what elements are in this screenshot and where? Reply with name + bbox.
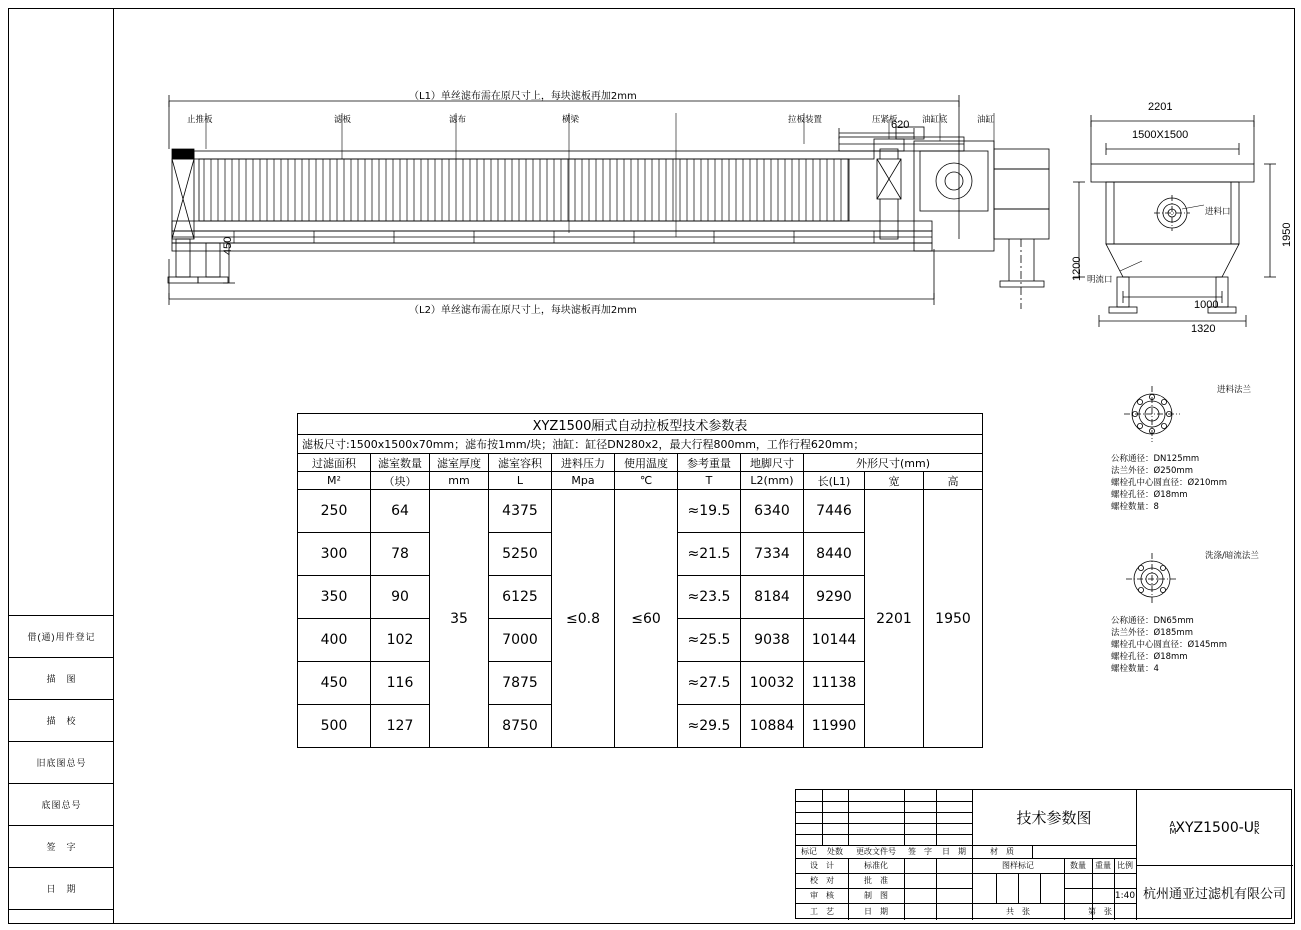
- left-strip-row-6: [9, 867, 114, 909]
- flange-feed-line-2: 螺栓孔中心圆直径：Ø210mm: [1111, 478, 1227, 488]
- spec-header-weight: 参考重量: [678, 454, 741, 472]
- flange-wash-title: 洗涤/暗流法兰: [1205, 551, 1259, 561]
- cell-volume: 7000: [489, 619, 552, 662]
- spec-table-title: XYZ1500厢式自动拉板型技术参数表: [298, 414, 983, 435]
- cell-l2: 9038: [741, 619, 804, 662]
- spec-table: [297, 413, 983, 748]
- left-strip-row-4: [9, 783, 114, 825]
- model-sup: B: [1254, 819, 1260, 829]
- flange-feed-notes: [1111, 453, 1227, 513]
- dim-450: 450: [222, 236, 234, 255]
- spec-header-area: 过滤面积: [298, 454, 371, 472]
- inlet-label: 进料口: [1205, 207, 1231, 217]
- cell-volume: 7875: [489, 662, 552, 705]
- cell-width: 2201: [865, 490, 924, 748]
- left-strip-row-1: [9, 657, 114, 699]
- left-strip-label: 描 图: [46, 674, 77, 684]
- spec-unit-height: 高: [924, 472, 983, 490]
- flange-wash-line-3: 螺栓孔径：Ø18mm: [1111, 652, 1188, 662]
- cell-weight: ≈23.5: [678, 576, 741, 619]
- model-code: [1136, 790, 1293, 865]
- spec-header-volume: 滤室容积: [489, 454, 552, 472]
- spec-unit-area: M²: [298, 472, 371, 490]
- drawing-title: 技术参数图: [1016, 809, 1092, 827]
- right-view-dim-1950: 1950: [1281, 222, 1293, 247]
- label-draw: 制 图: [864, 891, 888, 900]
- cell-l1: 9290: [804, 576, 865, 619]
- label-date: 日 期: [864, 907, 888, 916]
- spec-header-thickness: 滤室厚度: [430, 454, 489, 472]
- left-strip-label: 借(通)用件登记: [27, 632, 96, 642]
- spec-unit-volume: L: [489, 472, 552, 490]
- l2-note: （L2）单丝滤布需在原尺寸上，每块滤板再加2mm: [409, 305, 637, 316]
- label-standardization: 标准化: [864, 861, 888, 870]
- flange-wash-line-0: 公称通径：DN65mm: [1111, 616, 1194, 626]
- callout-filter-cloth: 滤布: [449, 115, 467, 125]
- left-strip-label: 描 校: [46, 716, 77, 726]
- spec-header-pressure: 进料压力: [552, 454, 615, 472]
- label-review: 审 核: [810, 891, 834, 900]
- cell-area: 250: [298, 490, 371, 533]
- right-view-dim-1200: 1200: [1071, 256, 1083, 281]
- cell-area: 350: [298, 576, 371, 619]
- cell-l1: 8440: [804, 533, 865, 576]
- spec-unit-weight: T: [678, 472, 741, 490]
- flange-feed-line-0: 公称通径：DN125mm: [1111, 454, 1200, 464]
- outlet-label: 明流口: [1087, 275, 1113, 285]
- right-view-dim-plate: 1500X1500: [1132, 129, 1189, 141]
- label-check: 校 对: [810, 876, 834, 885]
- cell-area: 500: [298, 705, 371, 748]
- flange-wash-line-2: 螺栓孔中心圆直径：Ø145mm: [1111, 640, 1227, 650]
- cell-l1: 10144: [804, 619, 865, 662]
- model-sub: K: [1254, 826, 1260, 836]
- flange-feed-title: 进料法兰: [1217, 385, 1252, 395]
- cell-chambers: 78: [371, 533, 430, 576]
- model-prefix-sup: A: [1169, 819, 1175, 829]
- cell-l2: 8184: [741, 576, 804, 619]
- label-process: 工 艺: [810, 907, 834, 916]
- flange-wash-line-1: 法兰外径：Ø185mm: [1111, 628, 1193, 638]
- cell-weight: ≈21.5: [678, 533, 741, 576]
- model-main: XYZ1500-U: [1175, 819, 1255, 836]
- callout-cylinder: 油缸: [977, 115, 995, 125]
- flange-feed-line-3: 螺栓孔径：Ø18mm: [1111, 490, 1188, 500]
- spec-header-l2: 地脚尺寸: [741, 454, 804, 472]
- left-strip-label: 签 字: [46, 842, 77, 852]
- callout-pressing-plate: 压紧板: [872, 115, 898, 125]
- callout-filter-plate: 滤板: [334, 115, 352, 125]
- right-header-scale: 比例: [1117, 861, 1133, 870]
- left-title-strip: [9, 9, 114, 923]
- rev-header-date: 日 期: [942, 847, 966, 856]
- cell-l2: 10884: [741, 705, 804, 748]
- left-strip-row-3: [9, 741, 114, 783]
- cell-area: 300: [298, 533, 371, 576]
- cell-l2: 6340: [741, 490, 804, 533]
- cell-volume: 6125: [489, 576, 552, 619]
- right-header-weight: 重量: [1095, 861, 1111, 870]
- cell-weight: ≈29.5: [678, 705, 741, 748]
- cell-chambers: 127: [371, 705, 430, 748]
- flange-feed-line-4: 螺栓数量：8: [1111, 502, 1159, 512]
- rev-header-sign: 签 字: [908, 847, 932, 856]
- cell-l1: 11990: [804, 705, 865, 748]
- spec-unit-l1: 长(L1): [804, 472, 865, 490]
- right-view-dim-2201: 2201: [1148, 101, 1173, 113]
- cell-volume: 5250: [489, 533, 552, 576]
- label-approve: 批 准: [864, 876, 888, 885]
- spec-header-temp: 使用温度: [615, 454, 678, 472]
- left-strip-row-2: [9, 699, 114, 741]
- dim-620: 620: [891, 119, 910, 131]
- spec-header-outline: 外形尺寸(mm): [804, 454, 983, 472]
- model-prefix-sub: M: [1169, 826, 1177, 836]
- cell-volume: 8750: [489, 705, 552, 748]
- flange-wash-notes: [1111, 615, 1227, 675]
- cell-l1: 7446: [804, 490, 865, 533]
- cell-chambers: 64: [371, 490, 430, 533]
- left-strip-row-0: [9, 615, 114, 657]
- right-view-dim-1320: 1320: [1191, 323, 1216, 335]
- cell-weight: ≈25.5: [678, 619, 741, 662]
- cell-volume: 4375: [489, 490, 552, 533]
- l1-note: （L1）单丝滤布需在原尺寸上，每块滤板再加2mm: [409, 91, 637, 102]
- spec-unit-pressure: Mpa: [552, 472, 615, 490]
- spec-header-chambers: 滤室数量: [371, 454, 430, 472]
- spec-unit-temp: ℃: [615, 472, 678, 490]
- flange-feed-line-1: 法兰外径：Ø250mm: [1111, 466, 1193, 476]
- cell-temp: ≤60: [615, 490, 678, 748]
- cell-l1: 11138: [804, 662, 865, 705]
- left-strip-label: 旧底图总号: [36, 758, 87, 768]
- left-strip-label: 日 期: [46, 884, 77, 894]
- callout-beam: 横梁: [562, 115, 580, 125]
- cell-chambers: 116: [371, 662, 430, 705]
- cell-chambers: 90: [371, 576, 430, 619]
- right-header-qty: 数量: [1070, 861, 1086, 870]
- cell-chambers: 102: [371, 619, 430, 662]
- right-header-mark: 图样标记: [1002, 861, 1034, 870]
- spec-unit-thickness: mm: [430, 472, 489, 490]
- drawing-sheet: [8, 8, 1295, 924]
- rev-header-mark: 标记: [801, 847, 817, 856]
- table-row: [298, 490, 983, 533]
- spec-unit-l2: L2(mm): [741, 472, 804, 490]
- cell-height: 1950: [924, 490, 983, 748]
- cell-thickness: 35: [430, 490, 489, 748]
- cell-weight: ≈19.5: [678, 490, 741, 533]
- material-label: 材 质: [990, 847, 1014, 856]
- rev-header-qty: 处数: [827, 847, 843, 856]
- spec-unit-chambers: （块）: [371, 472, 430, 490]
- cell-weight: ≈27.5: [678, 662, 741, 705]
- left-strip-label: 底图总号: [41, 800, 82, 810]
- spec-table-subtitle: 滤板尺寸:1500x1500x70mm；滤布按1mm/块；油缸：缸径DN280x2，最大行程800mm，工作行程620mm；: [298, 435, 983, 454]
- spec-unit-width: 宽: [865, 472, 924, 490]
- right-view-dim-1000: 1000: [1194, 299, 1219, 311]
- flange-wash-line-4: 螺栓数量：4: [1111, 664, 1159, 674]
- left-strip-row-5: [9, 825, 114, 867]
- cell-pressure: ≤0.8: [552, 490, 615, 748]
- title-block: [795, 789, 1292, 919]
- callout-cylinder-base: 油缸底: [922, 115, 948, 125]
- callout-thrust-plate: 止推板: [187, 115, 213, 125]
- label-design: 设 计: [810, 861, 834, 870]
- bottom-label-sheet: 第 张: [1088, 907, 1112, 916]
- scale-value: 1:40: [1114, 890, 1136, 901]
- bottom-label-total: 共 张: [1006, 907, 1030, 916]
- rev-header-docno: 更改文件号: [856, 847, 896, 856]
- company-name: 杭州通亚过滤机有限公司: [1142, 887, 1286, 902]
- cell-area: 400: [298, 619, 371, 662]
- callout-plate-puller: 拉板装置: [788, 115, 823, 125]
- cell-l2: 10032: [741, 662, 804, 705]
- cell-l2: 7334: [741, 533, 804, 576]
- cell-area: 450: [298, 662, 371, 705]
